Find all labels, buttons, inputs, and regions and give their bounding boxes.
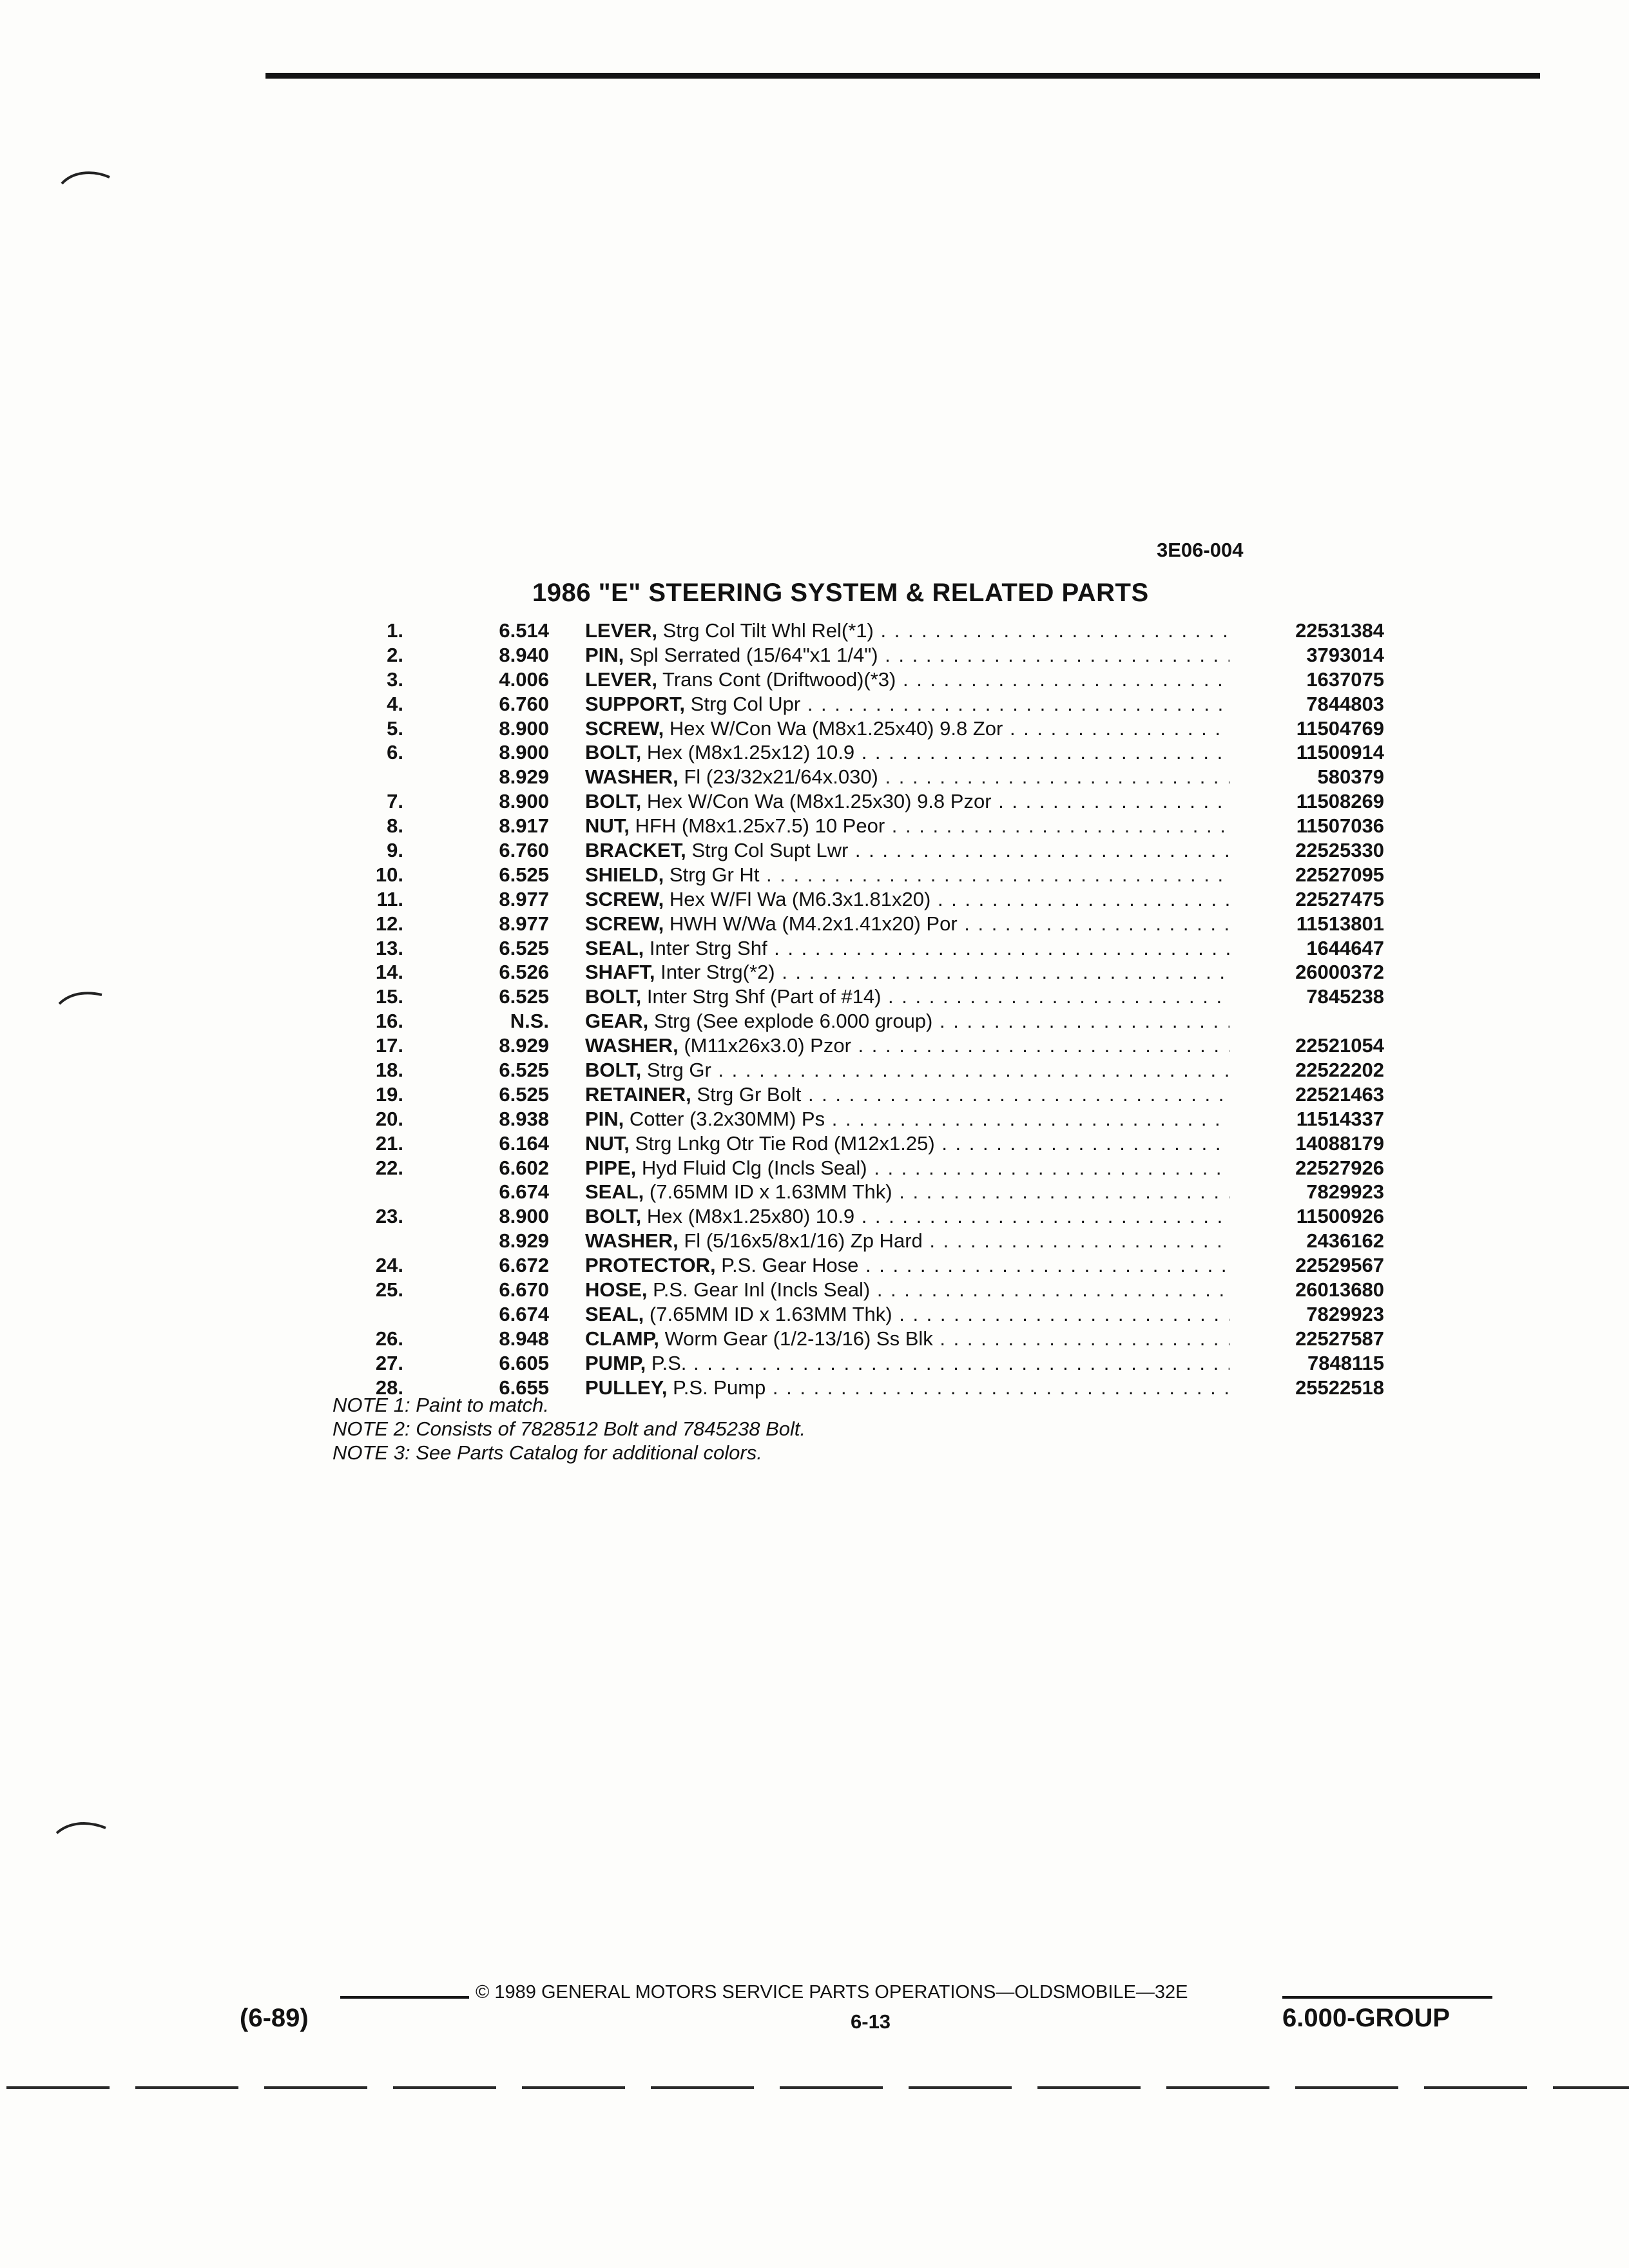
part-number: 11504769 — [1296, 716, 1384, 740]
group-number: 6.674 — [499, 1302, 549, 1325]
part-name: BOLT, — [585, 790, 642, 813]
part-name: LEVER, — [585, 619, 657, 642]
part-name: PULLEY, — [585, 1376, 668, 1399]
part-row — [327, 668, 1384, 692]
group-number: 8.977 — [499, 912, 549, 935]
part-row — [327, 1204, 1384, 1229]
item-number: 15. — [375, 985, 403, 1008]
part-row — [327, 887, 1384, 912]
part-name: PIN, — [585, 1107, 624, 1130]
part-detail: Spl Serrated (15/64"x1 1/4") — [629, 643, 878, 666]
part-number: 7848115 — [1307, 1351, 1384, 1374]
part-number: 26000372 — [1295, 961, 1384, 984]
part-number: 22527475 — [1295, 887, 1384, 910]
scan-mark — [59, 164, 117, 190]
part-row — [327, 1131, 1384, 1156]
part-name: RETAINER, — [585, 1082, 691, 1106]
part-number: 22525330 — [1295, 839, 1384, 862]
part-description — [585, 1033, 1229, 1058]
item-number: 27. — [375, 1351, 403, 1374]
part-row — [327, 1302, 1384, 1327]
group-number: 6.760 — [499, 839, 549, 862]
item-number: 26. — [375, 1327, 403, 1350]
part-description — [585, 1082, 1229, 1107]
part-description — [585, 716, 1229, 741]
part-detail: Fl (23/32x21/64x.030) — [684, 765, 878, 789]
group-number: 4.006 — [499, 668, 549, 691]
part-number: 22527926 — [1295, 1156, 1384, 1179]
part-row — [327, 1278, 1384, 1302]
part-row — [327, 912, 1384, 936]
part-detail: Strg Col Upr — [690, 692, 801, 715]
item-number: 28. — [375, 1376, 403, 1399]
item-number: 21. — [375, 1131, 403, 1155]
part-name: PUMP, — [585, 1351, 646, 1374]
part-detail: Inter Strg Shf — [649, 936, 767, 959]
group-label: 6.000-GROUP — [1282, 2004, 1451, 2032]
part-name: NUT, — [585, 814, 630, 838]
part-description — [585, 1156, 1229, 1180]
item-number: 25. — [375, 1278, 403, 1302]
part-number: 1644647 — [1306, 936, 1384, 959]
group-number: 8.940 — [499, 643, 549, 666]
part-description — [585, 643, 1229, 668]
footer-rule-right — [1282, 1996, 1492, 1999]
part-description — [585, 1278, 1229, 1302]
part-name: SCREW, — [585, 887, 664, 910]
part-number: 11514337 — [1296, 1107, 1384, 1130]
part-description — [585, 1351, 1229, 1376]
page-title: 1986 "E" STEERING SYSTEM & RELATED PARTS — [532, 579, 1149, 607]
part-row — [327, 1229, 1384, 1253]
part-number: 14088179 — [1295, 1131, 1384, 1155]
part-name: WASHER, — [585, 1229, 679, 1253]
part-number: 25522518 — [1295, 1376, 1384, 1399]
scan-mark — [54, 1814, 112, 1840]
group-number: 8.977 — [499, 887, 549, 910]
part-name: SEAL, — [585, 1180, 644, 1204]
bottom-rule — [6, 2086, 1629, 2089]
part-description — [585, 1327, 1229, 1351]
part-description — [585, 668, 1229, 692]
part-name: BOLT, — [585, 741, 642, 764]
part-detail: Hex W/Fl Wa (M6.3x1.81x20) — [669, 887, 931, 910]
part-row — [327, 716, 1384, 741]
part-detail: (M11x26x3.0) Pzor — [684, 1034, 851, 1057]
footer-rule-left — [340, 1996, 469, 1999]
group-number: 6.605 — [499, 1351, 549, 1374]
item-number: 19. — [375, 1082, 403, 1106]
part-detail: Strg Gr Bolt — [697, 1082, 802, 1106]
part-detail: HWH W/Wa (M4.2x1.41x20) Por — [669, 912, 958, 935]
item-number: 6. — [387, 741, 403, 764]
note-1: NOTE 1: Paint to match. — [333, 1394, 549, 1416]
part-name: CLAMP, — [585, 1327, 659, 1350]
part-detail: (7.65MM ID x 1.63MM Thk) — [649, 1180, 892, 1204]
part-description — [585, 1107, 1229, 1131]
group-number: 6.514 — [499, 619, 549, 642]
part-number: 22529567 — [1295, 1254, 1384, 1277]
part-detail: Inter Strg(*2) — [660, 961, 775, 984]
group-number: 8.948 — [499, 1327, 549, 1350]
part-number: 7845238 — [1306, 985, 1384, 1008]
group-number: 8.929 — [499, 1034, 549, 1057]
item-number: 16. — [375, 1010, 403, 1033]
part-number: 7844803 — [1306, 692, 1384, 715]
group-number: 8.900 — [499, 716, 549, 740]
part-description — [585, 838, 1229, 863]
part-description — [585, 1302, 1229, 1327]
part-detail: Inter Strg Shf (Part of #14) — [646, 985, 882, 1008]
item-number: 4. — [387, 692, 403, 715]
group-number: 6.655 — [499, 1376, 549, 1399]
part-number: 11507036 — [1296, 814, 1384, 838]
part-number: 11500926 — [1296, 1205, 1384, 1228]
part-number: 22531384 — [1295, 619, 1384, 642]
part-name: LEVER, — [585, 668, 657, 691]
scan-mark — [57, 986, 108, 1012]
part-description — [585, 1204, 1229, 1229]
note-2: NOTE 2: Consists of 7828512 Bolt and 7845238 Bolt. — [333, 1418, 806, 1440]
part-number: 1637075 — [1306, 668, 1384, 691]
item-number: 20. — [375, 1107, 403, 1130]
part-number: 11500914 — [1296, 741, 1384, 764]
group-number: 8.929 — [499, 765, 549, 789]
part-number: 22521054 — [1295, 1034, 1384, 1057]
part-name: SEAL, — [585, 1302, 644, 1325]
group-number: 8.900 — [499, 741, 549, 764]
part-detail: Strg Gr — [646, 1059, 711, 1082]
part-row — [327, 1058, 1384, 1082]
part-row — [327, 863, 1384, 887]
group-number: 6.670 — [499, 1278, 549, 1302]
group-number: N.S. — [510, 1010, 549, 1033]
group-number: 8.938 — [499, 1107, 549, 1130]
part-description — [585, 863, 1229, 887]
item-number: 2. — [387, 643, 403, 666]
part-row — [327, 1033, 1384, 1058]
part-detail: Hex (M8x1.25x12) 10.9 — [646, 741, 855, 764]
part-description — [585, 1131, 1229, 1156]
copyright-line: © 1989 GENERAL MOTORS SERVICE PARTS OPERATIONS—OLDSMOBILE—32E — [476, 1982, 1188, 2003]
part-row — [327, 960, 1384, 985]
item-number: 7. — [387, 790, 403, 813]
part-number: 22521463 — [1295, 1082, 1384, 1106]
item-number: 13. — [375, 936, 403, 959]
item-number: 3. — [387, 668, 403, 691]
document-id: 3E06-004 — [1157, 539, 1244, 561]
part-number: 26013680 — [1295, 1278, 1384, 1302]
part-detail: Strg Gr Ht — [669, 863, 760, 886]
part-description — [585, 1253, 1229, 1278]
part-row — [327, 765, 1384, 789]
part-row — [327, 1180, 1384, 1204]
part-row — [327, 1327, 1384, 1351]
item-number: 18. — [375, 1059, 403, 1082]
part-row — [327, 1009, 1384, 1033]
part-name: BOLT, — [585, 1059, 642, 1082]
part-description — [585, 960, 1229, 985]
part-name: SCREW, — [585, 912, 664, 935]
part-detail: Hex W/Con Wa (M8x1.25x40) 9.8 Zor — [669, 716, 1003, 740]
part-detail: P.S. Gear Hose — [721, 1254, 859, 1277]
part-description — [585, 887, 1229, 912]
part-name: BRACKET, — [585, 839, 686, 862]
notes — [333, 1393, 805, 1465]
part-detail: Strg Col Tilt Whl Rel(*1) — [662, 619, 874, 642]
group-number: 8.929 — [499, 1229, 549, 1253]
group-number: 6.760 — [499, 692, 549, 715]
part-number: 7829923 — [1306, 1180, 1384, 1204]
part-name: SCREW, — [585, 716, 664, 740]
part-description — [585, 765, 1229, 789]
part-description — [585, 789, 1229, 814]
part-detail: P.S. — [651, 1351, 687, 1374]
part-description — [585, 985, 1229, 1009]
group-number: 6.525 — [499, 863, 549, 886]
item-number: 8. — [387, 814, 403, 838]
revision-date: (6-89) — [240, 2004, 309, 2032]
part-name: SUPPORT, — [585, 692, 686, 715]
part-name: GEAR, — [585, 1010, 649, 1033]
part-detail: Worm Gear (1/2-13/16) Ss Blk — [664, 1327, 933, 1350]
part-detail: P.S. Gear Inl (Incls Seal) — [653, 1278, 871, 1302]
item-number: 24. — [375, 1254, 403, 1277]
part-number: 580379 — [1317, 765, 1384, 789]
part-row — [327, 789, 1384, 814]
part-row — [327, 936, 1384, 961]
part-detail: Hyd Fluid Clg (Incls Seal) — [641, 1156, 867, 1179]
group-number: 6.525 — [499, 936, 549, 959]
part-name: SHAFT, — [585, 961, 655, 984]
part-row — [327, 1082, 1384, 1107]
group-number: 6.602 — [499, 1156, 549, 1179]
part-row — [327, 740, 1384, 765]
note-3: NOTE 3: See Parts Catalog for additional colors. — [333, 1441, 762, 1464]
part-name: PIPE, — [585, 1156, 637, 1179]
part-detail: Strg Lnkg Otr Tie Rod (M12x1.25) — [635, 1131, 935, 1155]
group-number: 8.900 — [499, 790, 549, 813]
part-description — [585, 936, 1229, 961]
part-name: WASHER, — [585, 765, 679, 789]
part-detail: Strg Col Supt Lwr — [691, 839, 849, 862]
group-number: 6.164 — [499, 1131, 549, 1155]
page-number: 6-13 — [851, 2010, 891, 2033]
part-detail: Hex W/Con Wa (M8x1.25x30) 9.8 Pzor — [646, 790, 992, 813]
part-row — [327, 1253, 1384, 1278]
part-name: PROTECTOR, — [585, 1254, 716, 1277]
part-name: BOLT, — [585, 985, 642, 1008]
part-description — [585, 1229, 1229, 1253]
item-number: 5. — [387, 716, 403, 740]
part-name: SEAL, — [585, 936, 644, 959]
part-number: 22527587 — [1295, 1327, 1384, 1350]
part-name: SHIELD, — [585, 863, 664, 886]
part-number: 11508269 — [1296, 790, 1384, 813]
part-name: WASHER, — [585, 1034, 679, 1057]
group-number: 6.674 — [499, 1180, 549, 1204]
part-description — [585, 1058, 1229, 1082]
parts-list — [327, 619, 1384, 1400]
part-description — [585, 814, 1229, 838]
part-detail: Strg (See explode 6.000 group) — [653, 1010, 933, 1033]
part-number: 22527095 — [1295, 863, 1384, 886]
item-number: 14. — [375, 961, 403, 984]
part-number: 3793014 — [1306, 643, 1384, 666]
group-number: 6.526 — [499, 961, 549, 984]
part-detail: Trans Cont (Driftwood)(*3) — [662, 668, 896, 691]
item-number: 12. — [375, 912, 403, 935]
part-row — [327, 643, 1384, 668]
part-number: 11513801 — [1296, 912, 1384, 935]
part-description — [585, 692, 1229, 716]
part-description — [585, 912, 1229, 936]
part-number: 22522202 — [1295, 1059, 1384, 1082]
group-number: 6.525 — [499, 985, 549, 1008]
part-row — [327, 838, 1384, 863]
part-detail: P.S. Pump — [673, 1376, 766, 1399]
part-detail: HFH (M8x1.25x7.5) 10 Peor — [635, 814, 885, 838]
part-row — [327, 1156, 1384, 1180]
part-row — [327, 1351, 1384, 1376]
part-row — [327, 692, 1384, 716]
part-name: HOSE, — [585, 1278, 648, 1302]
part-description — [585, 1009, 1229, 1033]
group-number: 6.525 — [499, 1059, 549, 1082]
part-number: 7829923 — [1306, 1302, 1384, 1325]
part-row — [327, 814, 1384, 838]
group-number: 6.525 — [499, 1082, 549, 1106]
part-name: PIN, — [585, 643, 624, 666]
part-detail: Cotter (3.2x30MM) Ps — [629, 1107, 825, 1130]
item-number: 11. — [376, 887, 403, 910]
part-detail: Fl (5/16x5/8x1/16) Zp Hard — [684, 1229, 923, 1253]
group-number: 6.672 — [499, 1254, 549, 1277]
group-number: 8.917 — [499, 814, 549, 838]
part-detail: (7.65MM ID x 1.63MM Thk) — [649, 1302, 892, 1325]
part-description — [585, 619, 1229, 643]
part-detail: Hex (M8x1.25x80) 10.9 — [646, 1205, 855, 1228]
part-name: BOLT, — [585, 1205, 642, 1228]
part-row — [327, 985, 1384, 1009]
part-description — [585, 740, 1229, 765]
item-number: 10. — [375, 863, 403, 886]
top-rule — [265, 73, 1540, 79]
part-row — [327, 1107, 1384, 1131]
part-number: 2436162 — [1306, 1229, 1384, 1253]
part-row — [327, 619, 1384, 643]
item-number: 22. — [375, 1156, 403, 1179]
item-number: 1. — [387, 619, 403, 642]
group-number: 8.900 — [499, 1205, 549, 1228]
part-description — [585, 1180, 1229, 1204]
item-number: 17. — [375, 1034, 403, 1057]
part-name: NUT, — [585, 1131, 630, 1155]
item-number: 23. — [375, 1205, 403, 1228]
item-number: 9. — [387, 839, 403, 862]
